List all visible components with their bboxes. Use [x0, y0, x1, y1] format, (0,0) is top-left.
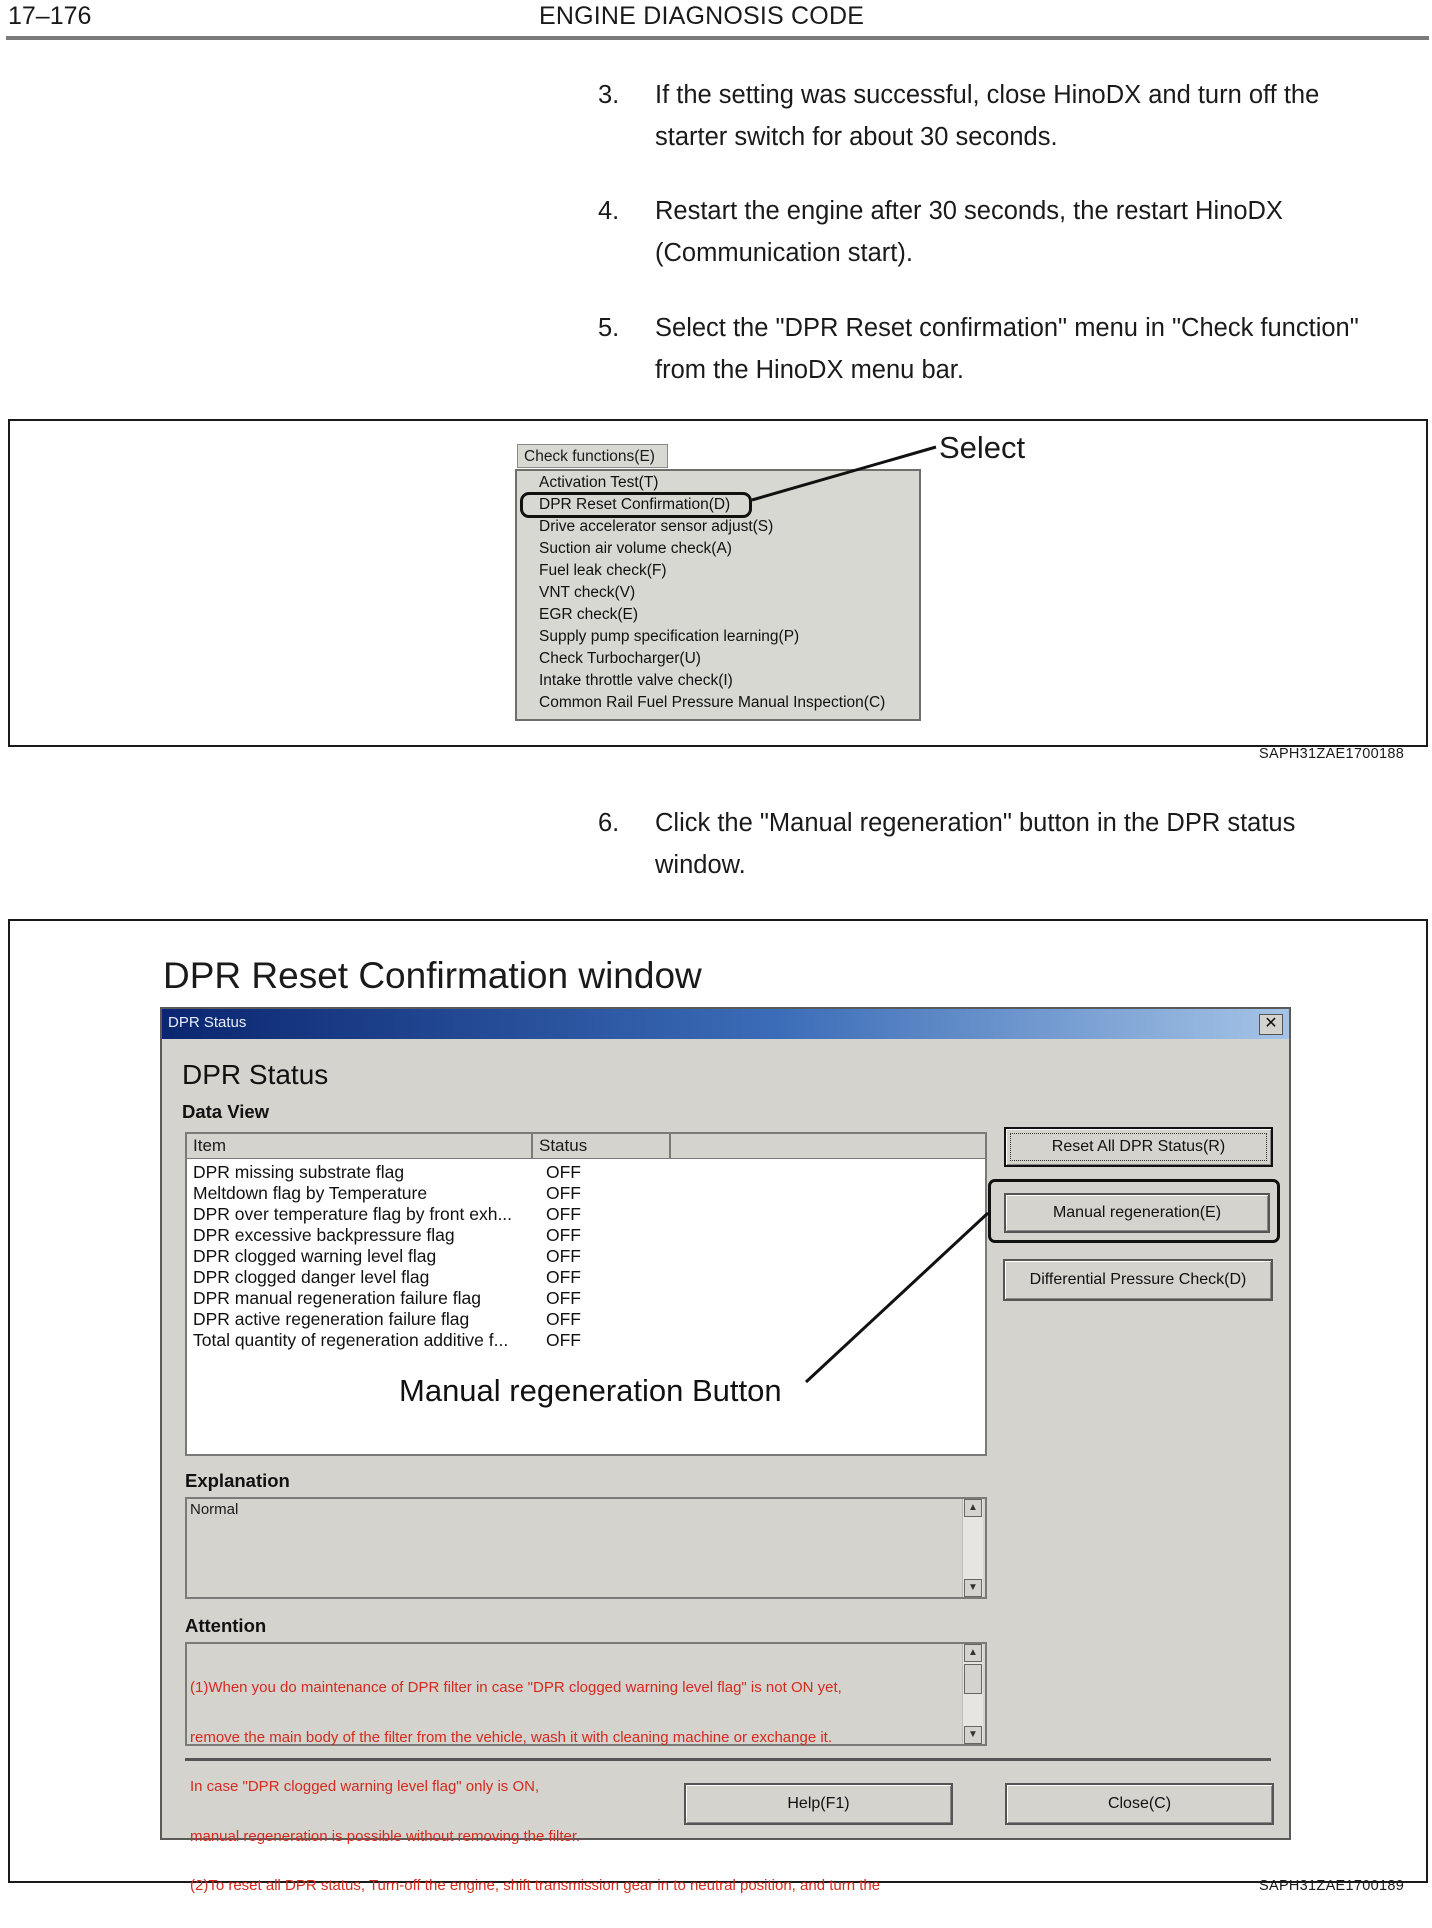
menu-item-egr-check[interactable]: EGR check(E) [539, 606, 639, 623]
step-number: 4. [598, 197, 620, 225]
row-item: Total quantity of regeneration additive f... [193, 1330, 509, 1350]
bottom-separator [185, 1758, 1271, 1761]
row-status: OFF [546, 1309, 581, 1329]
explanation-scrollbar[interactable] [962, 1499, 983, 1597]
button-label: Reset All DPR Status(R) [1051, 1138, 1226, 1155]
page-header-title: ENGINE DIAGNOSIS CODE [539, 2, 865, 30]
step-line: Select the "DPR Reset confirmation" menu in "Check function" [655, 314, 1359, 342]
row-status: OFF [546, 1267, 581, 1287]
scroll-up-icon[interactable]: ▲ [964, 1644, 982, 1662]
callout-manual-regeneration: Manual regeneration Button [399, 1373, 782, 1408]
figure-caption: SAPH31ZAE1700188 [1259, 746, 1405, 762]
step-number: 5. [598, 314, 620, 342]
row-item: DPR clogged warning level flag [193, 1246, 437, 1266]
attention-line: manual regeneration is possible without removing the filter. [190, 1827, 581, 1845]
figure-title: DPR Reset Confirmation window [163, 955, 702, 996]
menu-item-activation-test[interactable]: Activation Test(T) [539, 474, 659, 491]
menu-item-drive-accelerator-sensor-adjust[interactable]: Drive accelerator sensor adjust(S) [539, 518, 774, 535]
explanation-textbox[interactable] [185, 1497, 987, 1599]
menu-item-check-turbocharger[interactable]: Check Turbocharger(U) [539, 650, 701, 667]
row-item: DPR active regeneration failure flag [193, 1309, 470, 1329]
row-item: DPR over temperature flag by front exh... [193, 1204, 513, 1224]
row-status: OFF [546, 1330, 581, 1350]
row-item: DPR clogged danger level flag [193, 1267, 430, 1287]
menu-item-dpr-reset-confirmation[interactable]: DPR Reset Confirmation(D) [539, 496, 731, 513]
menu-item-intake-throttle-valve-check[interactable]: Intake throttle valve check(I) [539, 672, 733, 689]
manual-leader-line [0, 1100, 1432, 1420]
select-leader-line [0, 0, 1432, 760]
step-number: 3. [598, 81, 620, 109]
row-status: OFF [546, 1246, 581, 1266]
row-status: OFF [546, 1288, 581, 1308]
step-line: starter switch for about 30 seconds. [655, 123, 1058, 151]
check-functions-menu[interactable]: Check functions(E) [517, 444, 668, 468]
attention-line: (1)When you do maintenance of DPR filter in case "DPR clogged warning level flag" is not ON yet, [190, 1679, 842, 1696]
step-line: window. [655, 851, 746, 879]
attention-line: In case "DPR clogged warning level flag" only is ON, [190, 1778, 540, 1795]
step-text [655, 802, 1425, 886]
row-status: OFF [546, 1162, 581, 1182]
button-label: Help(F1) [787, 1795, 850, 1812]
explanation-text: Normal [190, 1501, 239, 1518]
menu-item-vnt-check[interactable]: VNT check(V) [539, 584, 636, 601]
step-line: If the setting was successful, close HinoDX and turn off the [655, 81, 1320, 109]
menu-item-suction-air-volume-check[interactable]: Suction air volume check(A) [539, 540, 732, 557]
step-line: (Communication start). [655, 239, 913, 267]
data-view-label: Data View [182, 1101, 270, 1122]
close-icon[interactable]: ✕ [1259, 1014, 1283, 1035]
menu-item-fuel-leak-check[interactable]: Fuel leak check(F) [539, 562, 667, 579]
row-item: Meltdown flag by Temperature [193, 1183, 428, 1203]
row-item: DPR manual regeneration failure flag [193, 1288, 481, 1308]
scroll-down-icon[interactable]: ▼ [964, 1579, 982, 1597]
attention-scrollbar[interactable] [962, 1644, 983, 1744]
window-title: DPR Status [168, 1014, 247, 1031]
step-line: from the HinoDX menu bar. [655, 356, 964, 384]
button-label: Differential Pressure Check(D) [1029, 1271, 1247, 1288]
row-item: DPR missing substrate flag [193, 1162, 405, 1182]
menu-item-supply-pump-learning[interactable]: Supply pump specification learning(P) [539, 628, 800, 645]
scroll-up-icon[interactable]: ▲ [964, 1499, 982, 1517]
help-button[interactable] [684, 1783, 953, 1825]
page-number: 17–176 [8, 2, 92, 30]
row-item: DPR excessive backpressure flag [193, 1225, 455, 1245]
row-status: OFF [546, 1204, 581, 1224]
column-header-item[interactable]: Item [187, 1134, 533, 1158]
step-number: 6. [598, 809, 620, 837]
scroll-down-icon[interactable]: ▼ [964, 1726, 982, 1744]
step-line: Click the "Manual regeneration" button in the DPR status [655, 809, 1296, 837]
menu-item-common-rail-inspection[interactable]: Common Rail Fuel Pressure Manual Inspection(C) [539, 694, 886, 711]
callout-select: Select [939, 430, 1026, 465]
attention-line: (2)To reset all DPR status, Turn-off the engine, shift transmission gear in to neutral position, and turn the [190, 1877, 881, 1894]
close-button[interactable] [1005, 1783, 1274, 1825]
figure-caption: SAPH31ZAE1700189 [1259, 1878, 1405, 1894]
button-label: Close(C) [1107, 1795, 1172, 1812]
button-label: Manual regeneration(E) [1052, 1204, 1222, 1221]
step-line: Restart the engine after 30 seconds, the restart HinoDX [655, 197, 1283, 225]
attention-label: Attention [185, 1615, 267, 1636]
window-titlebar [162, 1009, 1289, 1039]
column-header-status[interactable]: Status [533, 1134, 671, 1158]
scroll-thumb[interactable] [964, 1664, 982, 1694]
row-status: OFF [546, 1225, 581, 1245]
row-status: OFF [546, 1183, 581, 1203]
explanation-label: Explanation [185, 1470, 290, 1491]
dpr-status-heading: DPR Status [182, 1059, 329, 1090]
attention-line: remove the main body of the filter from the vehicle, wash it with cleaning machine or exchange it. [190, 1728, 832, 1746]
